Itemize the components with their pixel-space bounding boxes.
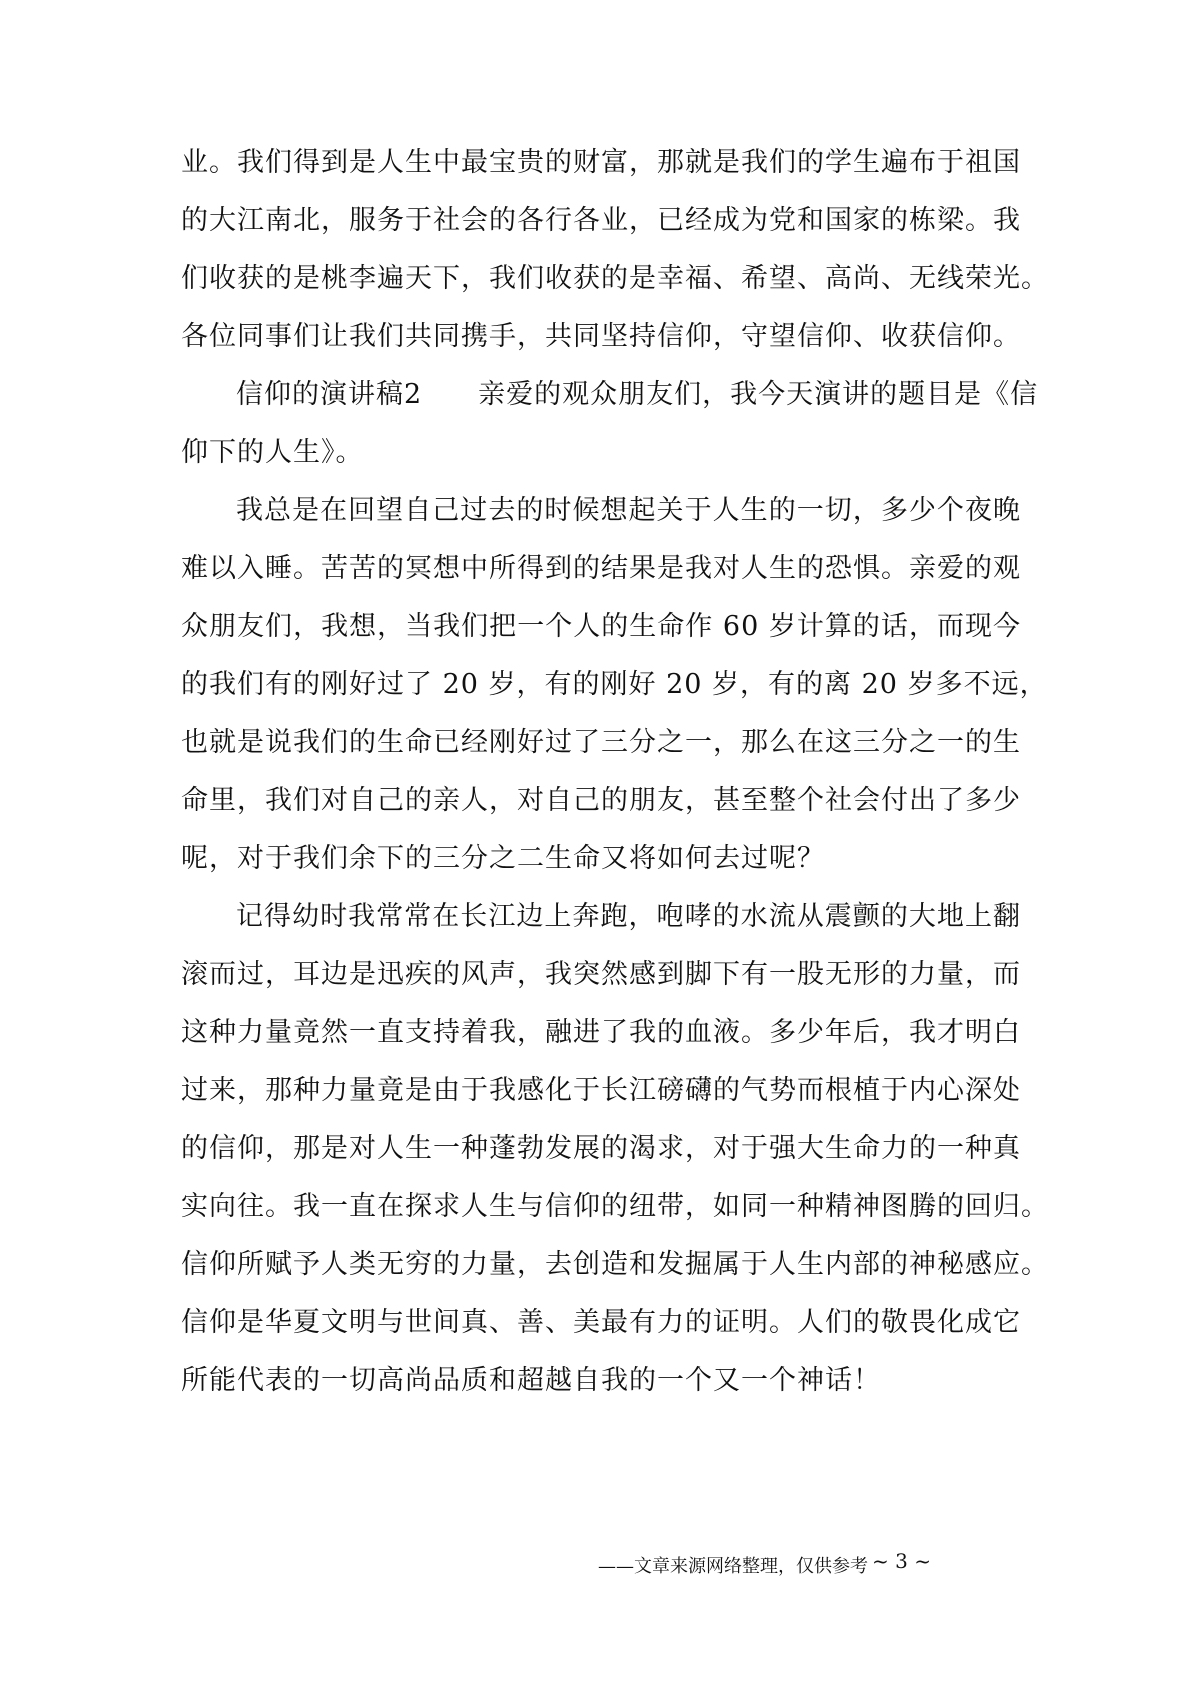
body-line: 实向往。我一直在探求人生与信仰的纽带，如同一种精神图腾的回归。 [181, 1191, 1049, 1222]
body-line: 信仰所赋予人类无穷的力量，去创造和发掘属于人生内部的神秘感应。 [181, 1249, 1049, 1280]
body-line: 的信仰，那是对人生一种蓬勃发展的渴求，对于强大生命力的一种真 [181, 1133, 1021, 1164]
body-line: 过来，那种力量竟是由于我感化于长江磅礴的气势而根植于内心深处 [181, 1075, 1021, 1106]
body-line: 也就是说我们的生命已经刚好过了三分之一，那么在这三分之一的生 [181, 727, 1021, 758]
paragraph-start-line: 记得幼时我常常在长江边上奔跑，咆哮的水流从震颤的大地上翻 [236, 901, 1021, 932]
body-line: 这种力量竟然一直支持着我，融进了我的血液。多少年后，我才明白 [181, 1017, 1021, 1048]
body-line: 难以入睡。苦苦的冥想中所得到的结果是我对人生的恐惧。亲爱的观 [181, 553, 1021, 584]
body-line: 呢，对于我们余下的三分之二生命又将如何去过呢？ [181, 843, 825, 874]
body-line: 仰下的人生》。 [181, 437, 364, 468]
section-heading-line: 信仰的演讲稿2 亲爱的观众朋友们，我今天演讲的题目是《信 [236, 379, 1039, 410]
body-line: 们收获的是桃李遍天下，我们收获的是幸福、希望、高尚、无线荣光。 [181, 263, 1049, 294]
body-line: 所能代表的一切高尚品质和超越自我的一个又一个神话！ [181, 1365, 881, 1396]
body-line: 信仰是华夏文明与世间真、善、美最有力的证明。人们的敬畏化成它 [181, 1307, 1021, 1338]
body-line: 的大江南北，服务于社会的各行各业，已经成为党和国家的栋梁。我 [181, 205, 1021, 236]
body-line: 滚而过，耳边是迅疾的风声，我突然感到脚下有一股无形的力量，而 [181, 959, 1021, 990]
body-line: 命里，我们对自己的亲人，对自己的朋友，甚至整个社会付出了多少 [181, 785, 1021, 816]
body-line: 的我们有的刚好过了 20 岁，有的刚好 20 岁，有的离 20 岁多不远， [181, 669, 1048, 700]
body-line: 各位同事们让我们共同携手，共同坚持信仰，守望信仰、收获信仰。 [181, 321, 1021, 352]
paragraph-start-line: 我总是在回望自己过去的时候想起关于人生的一切，多少个夜晚 [236, 495, 1021, 526]
body-line: 业。我们得到是人生中最宝贵的财富，那就是我们的学生遍布于祖国 [181, 147, 1021, 178]
footer-note: ——文章来源网络整理，仅供参考 [598, 1556, 868, 1577]
page-number: ~ 3 ~ [872, 1549, 931, 1573]
body-line: 众朋友们，我想，当我们把一个人的生命作 60 岁计算的话，而现今 [181, 611, 1021, 642]
